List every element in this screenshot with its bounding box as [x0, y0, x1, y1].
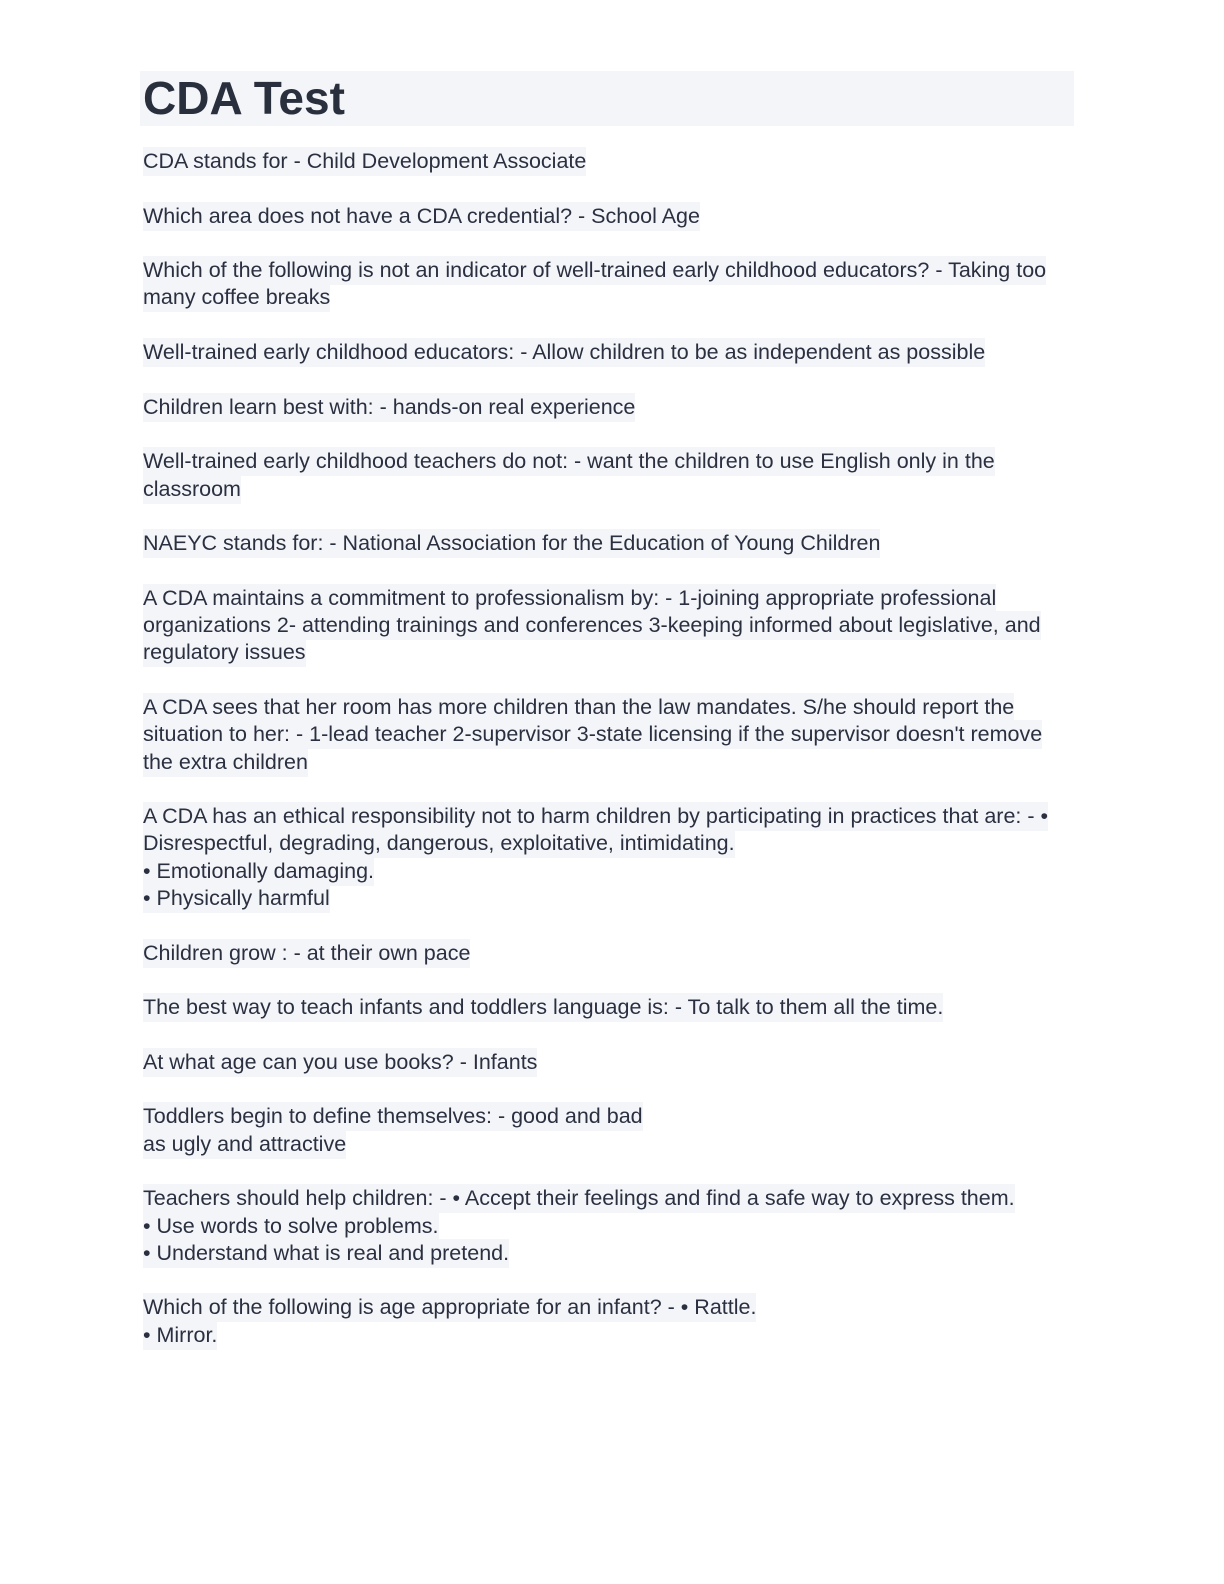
title-bar	[140, 71, 1074, 126]
document-title: CDA Test	[143, 72, 345, 124]
qa-text: Which of the following is age appropriate for an infant? - • Rattle. • Mirror.	[143, 1293, 756, 1349]
qa-item	[140, 530, 1074, 557]
qa-text: Well-trained early childhood teachers do not: - want the children to use English only in the classroom	[143, 447, 995, 503]
qa-item	[140, 1103, 1074, 1158]
qa-item	[140, 448, 1074, 503]
qa-text: Children learn best with: - hands-on real experience	[143, 393, 635, 422]
qa-text: A CDA sees that her room has more children than the law mandates. S/he should report the situation to her: - 1-lead teacher 2-supervisor 3-state licensing if the supervisor doesn't remove the extra children	[143, 693, 1042, 777]
qa-text: CDA stands for - Child Development Associate	[143, 147, 586, 176]
qa-item	[140, 339, 1074, 366]
qa-text: NAEYC stands for: - National Association for the Education of Young Children	[143, 529, 880, 558]
qa-item	[140, 148, 1074, 175]
qa-item	[140, 394, 1074, 421]
qa-item	[140, 257, 1074, 312]
qa-text: At what age can you use books? - Infants	[143, 1048, 537, 1077]
qa-item	[140, 1294, 1074, 1349]
qa-item	[140, 1185, 1074, 1267]
qa-item	[140, 694, 1074, 776]
qa-text: Children grow : - at their own pace	[143, 939, 470, 968]
qa-list	[140, 148, 1074, 1349]
qa-text: The best way to teach infants and toddlers language is: - To talk to them all the time.	[143, 993, 943, 1022]
qa-text: A CDA maintains a commitment to professionalism by: - 1-joining appropriate professional organizations 2- attending trainings and conferences 3-keeping informed about legislative, and regulatory issues	[143, 584, 1041, 668]
qa-item	[140, 1049, 1074, 1076]
qa-item	[140, 203, 1074, 230]
qa-item	[140, 940, 1074, 967]
qa-text: Which of the following is not an indicator of well-trained early childhood educators? - Taking too many coffee breaks	[143, 256, 1046, 312]
qa-text: Well-trained early childhood educators: - Allow children to be as independent as possible	[143, 338, 985, 367]
qa-text: Teachers should help children: - • Accept their feelings and find a safe way to express them. • Use words to solve problems. • Understand what is real and pretend.	[143, 1184, 1015, 1268]
qa-item	[140, 994, 1074, 1021]
qa-text: Which area does not have a CDA credential? - School Age	[143, 202, 700, 231]
document-page	[140, 71, 1074, 1376]
qa-text: A CDA has an ethical responsibility not to harm children by participating in practices that are: - • Disrespectful, degrading, dangerous, exploitative, intimidating. • Emotionally damaging. • Physically harmful	[143, 802, 1048, 913]
qa-text: Toddlers begin to define themselves: - good and bad as ugly and attractive	[143, 1102, 643, 1158]
qa-item	[140, 803, 1074, 912]
qa-item	[140, 585, 1074, 667]
